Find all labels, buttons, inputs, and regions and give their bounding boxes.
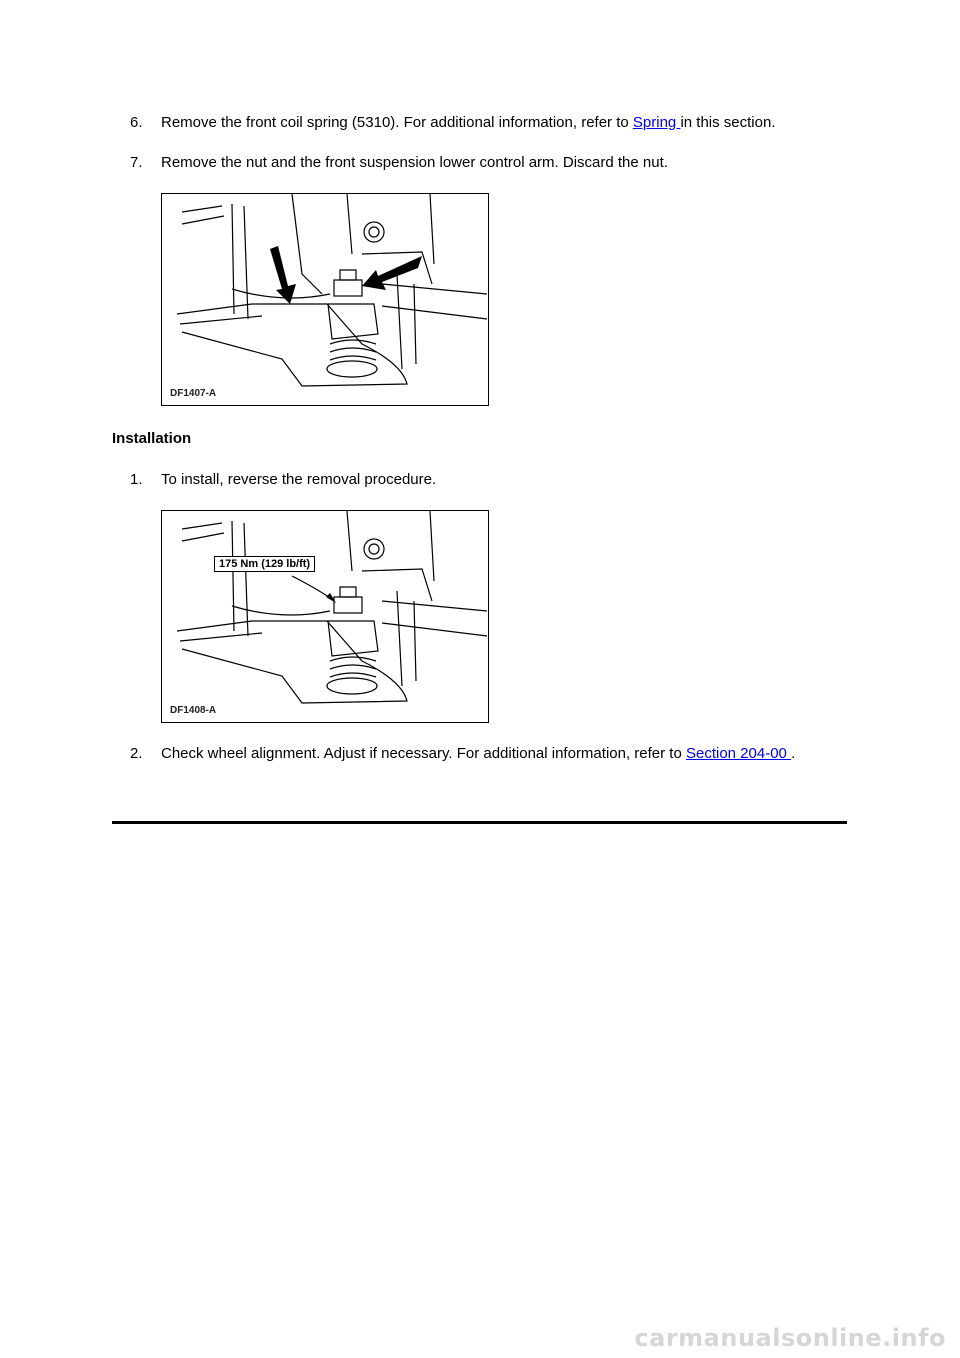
figure-df1407 — [161, 193, 489, 406]
section-204-00-link[interactable]: Section 204-00 — [685, 745, 792, 762]
horizontal-rule — [112, 821, 847, 824]
suspension-illustration — [162, 194, 488, 405]
step-text: Check wheel alignment. Adjust if necessary. For additional information, refer to Section 204-00 . — [161, 745, 796, 762]
step-6 — [130, 113, 775, 133]
suspension-torque-illustration — [162, 511, 488, 722]
step-text: Remove the nut and the front suspension lower control arm. Discard the nut. — [161, 154, 668, 171]
spring-link[interactable]: Spring — [632, 114, 681, 131]
figure-label: DF1408-A — [170, 705, 217, 716]
step-text: Remove the front coil spring (5310). For additional information, refer to Spring in this section. — [161, 114, 776, 131]
step-number: 7. — [130, 154, 143, 171]
figure-df1408 — [161, 510, 489, 723]
figure-label: DF1407-A — [170, 388, 217, 399]
torque-callout: 175 Nm (129 lb/ft) — [214, 556, 315, 572]
step-number: 6. — [130, 114, 143, 131]
watermark: carmanualsonline.info — [634, 1324, 946, 1352]
step-number: 2. — [130, 745, 143, 762]
step-text: To install, reverse the removal procedure. — [161, 471, 437, 488]
step-7 — [130, 153, 668, 173]
install-step-2 — [130, 744, 795, 764]
install-step-1 — [130, 470, 436, 490]
step-number: 1. — [130, 471, 143, 488]
installation-heading: Installation — [112, 430, 192, 447]
